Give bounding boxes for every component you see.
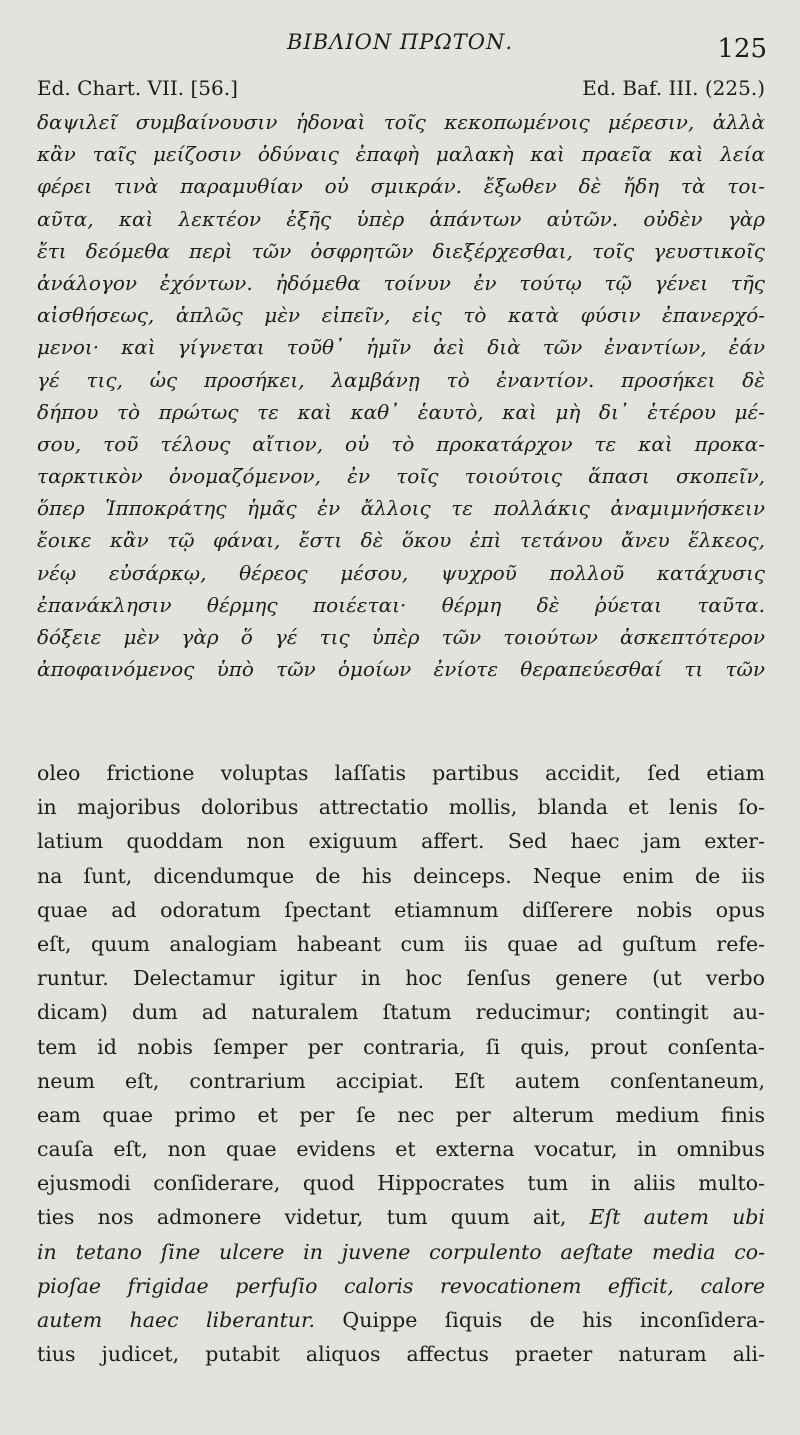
latin-text-span: runtur. Delectamur igitur in hoc ſenſus genere (ut verbo: [37, 966, 765, 991]
latin-text-span: eam quae primo et per ſe nec per alterum medium finis: [37, 1102, 765, 1127]
greek-line: αῦτα, καὶ λεκτέον ἑξῆς ὑπὲρ ἁπάντων αὐτῶν. οὐδὲν γὰρ: [37, 206, 765, 231]
latin-quote-span: Eſt autem ubi: [589, 1205, 765, 1230]
greek-line: ἔτι δεόμεθα περὶ τῶν ὀσφρητῶν διεξέρχεσθαι, τοῖς γευστικοῖς: [37, 238, 765, 263]
latin-line: [37, 859, 765, 893]
latin-line: [37, 1098, 765, 1132]
edition-chartier-ref: Ed. Chart. VII. [56.]: [37, 76, 238, 100]
latin-line: [37, 1064, 765, 1098]
latin-quote-span: pioſae frigidae perfuſio caloris revocationem efficit, calore: [37, 1273, 765, 1298]
latin-text-span: ejusmodi conſiderare, quod Hippocrates tum in aliis multo-: [37, 1171, 765, 1196]
greek-line: σου, τοῦ τέλους αἴτιον, οὐ τὸ προκατάρχον τε καὶ προκα-: [37, 431, 765, 456]
running-head: ΒΙΒΛΙΟΝ ΠΡΩΤΟΝ.: [286, 30, 513, 54]
latin-text-span: cauſa eſt, non quae evidens et externa vocatur, in omnibus: [37, 1137, 765, 1162]
latin-text-span: latium quoddam non exiguum affert. Sed haec jam exter-: [37, 829, 765, 854]
latin-text-span: neum eſt, contrarium accipiat. Eſt autem conſentaneum,: [37, 1068, 765, 1093]
latin-quote-span: autem haec liberantur.: [37, 1308, 316, 1332]
latin-line: [37, 927, 765, 961]
latin-quote-span: in tetano ſine ulcere in juvene corpulento aeſtate media co-: [37, 1239, 765, 1264]
page-number: 125: [717, 34, 767, 64]
latin-text-span: oleo frictione voluptas laſſatis partibus accidit, ſed etiam: [37, 761, 765, 785]
edition-basel-ref: Ed. Baf. III. (225.): [582, 76, 765, 100]
greek-line: μενοι· καὶ γίγνεται τοῦθ᾽ ἡμῖν ἀεὶ διὰ τῶν ἐναντίων, ἐάν: [37, 335, 765, 360]
latin-line: [37, 893, 765, 927]
greek-line: νέῳ εὐσάρκῳ, θέρεος μέσου, ψυχροῦ πολλοῦ κατάχυσις: [37, 560, 765, 585]
greek-line: δαψιλεῖ συμβαίνουσιν ἡδοναὶ τοῖς κεκοπωμένοις μέρεσιν, ἀλλὰ: [37, 110, 765, 134]
latin-line: [37, 790, 765, 824]
latin-text-span: dicam) dum ad naturalem ſtatum reducimur; contingit au-: [37, 1000, 765, 1025]
latin-text-span: Quippe ſiquis de his inconſidera-: [315, 1308, 765, 1332]
greek-line: δόξειε μὲν γὰρ ὅ γέ τις ὑπὲρ τῶν τοιούτων ἀσκεπτότερον: [37, 625, 765, 649]
greek-line: ταρκτικὸν ὀνομαζόμενον, ἐν τοῖς τοιούτοις ἅπασι σκοπεῖν,: [37, 464, 765, 489]
latin-line: [37, 1269, 765, 1303]
latin-line: [37, 1132, 765, 1166]
latin-line: [37, 1166, 765, 1200]
latin-text-span: tem id nobis ſemper per contraria, ſi quis, prout conſenta-: [37, 1034, 765, 1059]
edition-references: [37, 76, 765, 100]
latin-line: [37, 1303, 765, 1337]
latin-text-span: na ſunt, dicendumque de his deinceps. Neque enim de iis: [37, 863, 765, 888]
latin-line: [37, 824, 765, 858]
greek-line: ἔοικε κἂν τῷ φάναι, ἔστι δὲ ὅκου ἐπὶ τετάνου ἄνευ ἕλκεος,: [37, 528, 765, 553]
greek-text-block: [37, 106, 765, 685]
greek-line: ἀποφαινόμενος ὑπὸ τῶν ὁμοίων ἐνίοτε θεραπεύεσθαί τι τῶν: [37, 657, 765, 682]
latin-line: [37, 1200, 765, 1234]
greek-line: ἀνάλογον ἐχόντων. ἠδόμεθα τοίνυν ἐν τούτῳ τῷ γένει τῆς: [37, 270, 765, 295]
latin-text-span: eſt, quum analogiam habeant cum iis quae ad guſtum refe-: [37, 931, 765, 956]
latin-text-block: [37, 756, 765, 1371]
greek-line: ἐπανάκλησιν θέρμης ποιέεται· θέρμη δὲ ῥύεται ταῦτα.: [37, 592, 765, 617]
latin-line: [37, 1030, 765, 1064]
latin-line: [37, 995, 765, 1029]
latin-text-span: tius judicet, putabit aliquos affectus praeter naturam ali-: [37, 1342, 765, 1367]
latin-line: [37, 756, 765, 790]
greek-line: ὅπερ Ἱπποκράτης ἡμᾶς ἐν ἄλλοις τε πολλάκις ἀναμιμνήσκειν: [37, 496, 765, 521]
greek-line: γέ τις, ὡς προσήκει, λαμβάνῃ τὸ ἐναντίον. προσήκει δὲ: [37, 367, 765, 392]
latin-line: [37, 1337, 765, 1371]
latin-line: [37, 1235, 765, 1269]
latin-line: [37, 961, 765, 995]
latin-text-span: quae ad odoratum ſpectant etiamnum diſſerere nobis opus: [37, 897, 765, 922]
greek-line: φέρει τινὰ παραμυθίαν οὐ σμικράν. ἔξωθεν δὲ ἤδη τὰ τοι-: [37, 174, 765, 199]
greek-line: κἂν ταῖς μείζοσιν ὀδύναις ἐπαφὴ μαλακὴ καὶ πραεῖα καὶ λεία: [37, 142, 765, 167]
latin-text-span: in majoribus doloribus attrectatio mollis, blanda et lenis ſo-: [37, 795, 765, 820]
greek-line: δήπου τὸ πρώτως τε καὶ καθ᾽ ἑαυτὸ, καὶ μὴ δι᾽ ἑτέρου μέ-: [37, 399, 765, 424]
greek-line: αἰσθήσεως, ἁπλῶς μὲν εἰπεῖν, εἰς τὸ κατὰ φύσιν ἐπανερχό-: [37, 303, 765, 328]
latin-text-span: ties nos admonere videtur, tum quum ait,: [37, 1205, 590, 1230]
